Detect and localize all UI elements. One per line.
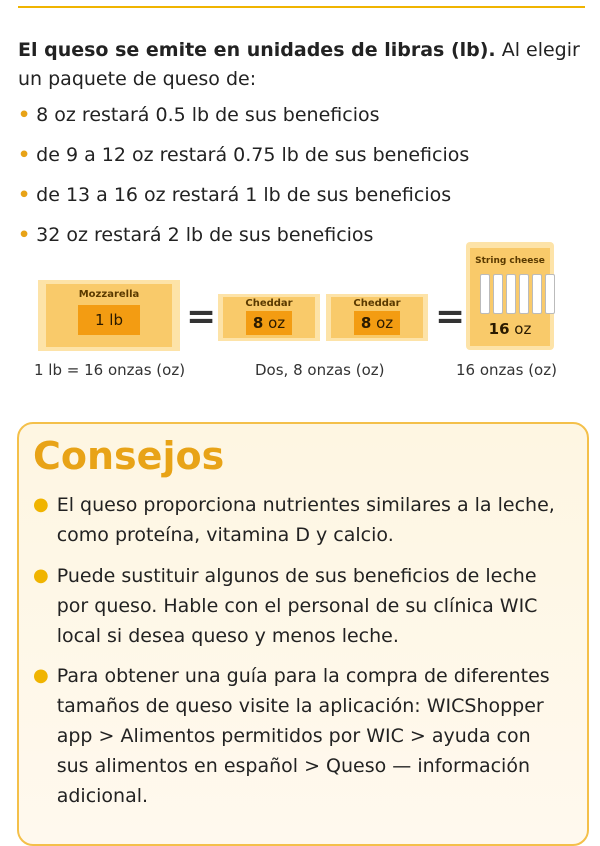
mozzarella-package [38,280,180,351]
list-item-text: 32 oz restará 2 lb de sus beneficios [36,224,374,246]
string-cheese-sticks-icon [480,274,555,314]
list-item-text: de 9 a 12 oz restará 0.75 lb de sus beneficios [36,144,470,166]
cheddar-weight: 8 oz [354,311,400,335]
string-cheese-caption: 16 onzas (oz) [456,361,557,379]
cheddar-weight: 8 oz [246,311,292,335]
list-item [18,180,469,220]
string-cheese-weight: 16 oz [488,320,532,338]
weight-rules-list [18,100,469,260]
intro-paragraph [18,36,583,94]
list-item [18,100,469,140]
bullet-icon: ● [33,665,49,686]
tip-text: Para obtener una guía para la compra de diferentes tamaños de queso visite la aplicación: WICShopper app > Alimentos permitidos por WIC > ayuda con sus alimentos en español > Queso — información adicional. [56,665,550,807]
list-item-text: 8 oz restará 0.5 lb de sus beneficios [36,104,380,126]
tips-box [17,422,589,846]
tip-item [33,561,563,651]
bullet-icon: • [18,184,31,206]
bullet-icon: ● [33,565,49,586]
mozzarella-weight: 1 lb [78,305,140,335]
list-item [18,140,469,180]
string-cheese-name: String cheese [475,256,545,266]
tip-text: Puede sustituir algunos de sus beneficios de leche por queso. Hable con el personal de su clínica WIC local si desea queso y menos leche. [56,565,538,647]
bullet-icon: • [18,104,31,126]
intro-bold: El queso se emite en unidades de libras (lb). [18,39,496,61]
intro-rest: Al elegir un paquete de queso de: [18,39,580,90]
mozzarella-name: Mozzarella [78,289,140,300]
cheese-equivalence-diagram [0,240,600,390]
list-item-text: de 13 a 16 oz restará 1 lb de sus beneficios [36,184,452,206]
bullet-icon: • [18,144,31,166]
equals-sign: = [186,296,217,337]
cheddar-caption: Dos, 8 onzas (oz) [255,361,385,379]
string-cheese-package [466,242,554,350]
tips-title: Consejos [33,434,225,478]
top-divider [18,6,585,8]
equals-sign: = [435,296,466,337]
cheddar-package [218,294,320,341]
bullet-icon: ● [33,494,49,515]
cheddar-package [326,294,428,341]
tip-text: El queso proporciona nutrientes similares a la leche, como proteína, vitamina D y calcio. [56,494,555,546]
bullet-icon: • [18,224,31,246]
tip-item [33,661,563,811]
cheddar-name: Cheddar [353,298,401,309]
mozzarella-caption: 1 lb = 16 onzas (oz) [34,361,186,379]
tip-item [33,490,563,550]
cheddar-name: Cheddar [245,298,293,309]
